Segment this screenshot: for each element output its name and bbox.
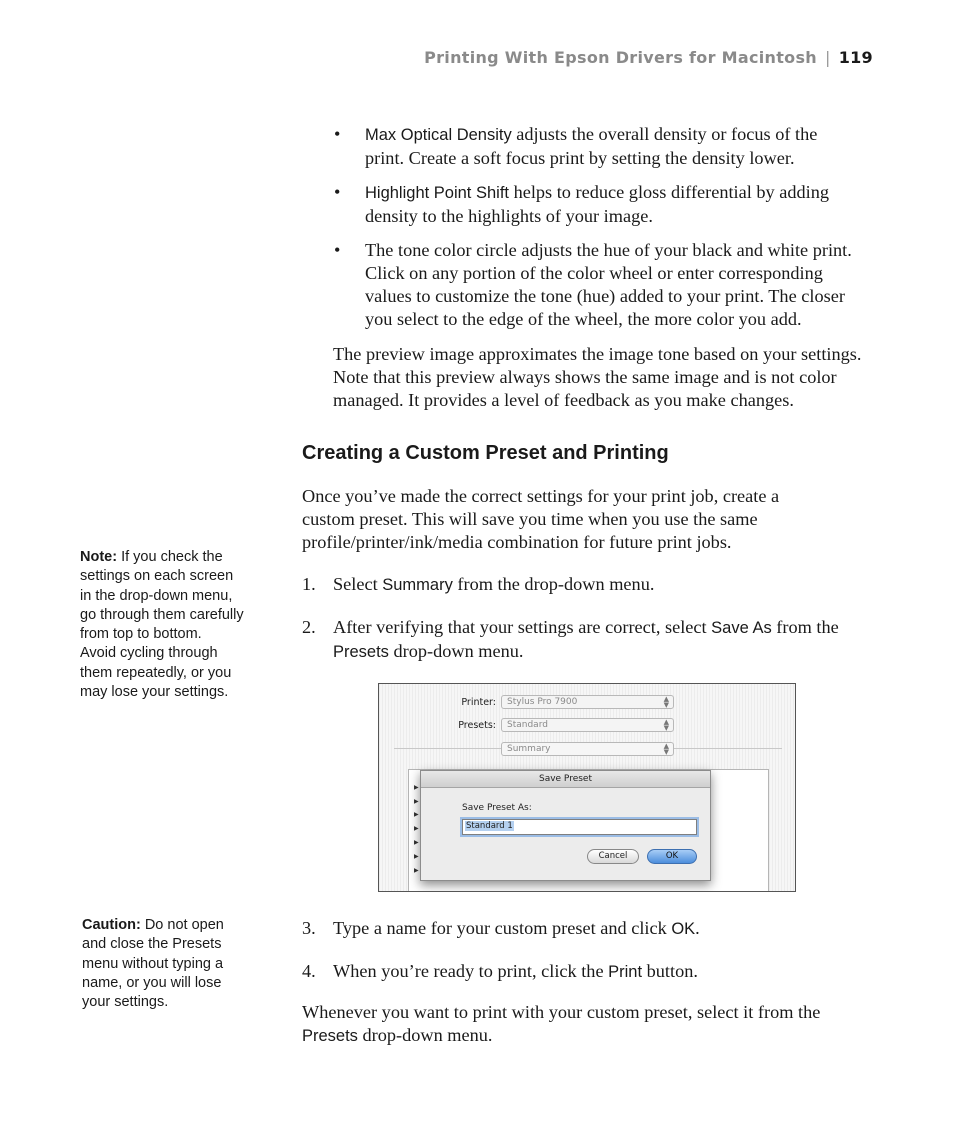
step-number: 4. <box>302 961 316 981</box>
bullet-tone-color-circle: The tone color circle adjusts the hue of your black and white print. Click on any portion of the color wheel or enter corresponding values to customize the tone (hue) added to your print. The closer you select to the edge of the wheel, the more color you add. <box>365 240 852 329</box>
caution-sidebar: Caution: Do not open and close the Presets menu without typing a name, or you will lose your settings. <box>82 917 224 1011</box>
ok-button[interactable]: OK <box>647 849 697 864</box>
caution-label: Caution: <box>82 917 141 933</box>
section-heading: Creating a Custom Preset and Printing <box>302 442 669 464</box>
header-title: Printing With Epson Drivers for Macintosh <box>424 48 817 67</box>
preset-name-input[interactable]: Standard 1 <box>462 819 697 835</box>
intro-paragraph: Once you’ve made the correct settings for your print job, create a custom preset. This will save you time when you use the same profile/printer/ink/media combination for future print jobs. <box>302 486 780 552</box>
printer-label: Printer: <box>461 697 496 708</box>
note-sidebar: Note: If you check the settings on each screen in the drop-down menu, go through them carefully from top to bottom. Avoid cycling through them repeatedly, or you may lose your settings. <box>80 549 244 701</box>
disclosure-triangle-icon: ▶ <box>414 825 419 832</box>
step-3: Type a name for your custom preset and click OK. <box>333 918 700 938</box>
step-4: When you’re ready to print, click the Print button. <box>333 961 698 981</box>
disclosure-triangle-icon: ▶ <box>414 798 419 805</box>
bullet-marker: • <box>334 240 341 260</box>
bullet-term: Max Optical Density <box>365 126 512 144</box>
step-number: 2. <box>302 617 316 637</box>
printer-popup[interactable]: Stylus Pro 7900 ▲ ▼ <box>501 695 674 709</box>
disclosure-triangle-icon: ▶ <box>414 839 419 846</box>
print-dialog-screenshot <box>378 683 796 892</box>
disclosure-triangle-icon: ▶ <box>414 853 419 860</box>
header-separator: | <box>824 48 831 67</box>
popup-arrows-icon: ▲ ▼ <box>663 718 669 732</box>
save-preset-dialog <box>420 770 711 881</box>
step-number: 3. <box>302 918 316 938</box>
dialog-title: Save Preset <box>421 771 710 788</box>
bullet-highlight-point-shift: Highlight Point Shift helps to reduce gloss differential by adding density to the highlights of your image. <box>365 182 830 226</box>
step-number: 1. <box>302 574 316 594</box>
step-2: After verifying that your settings are correct, select Save As from the Presets drop-down menu. <box>333 617 839 661</box>
popup-arrows-icon: ▲ ▼ <box>663 742 669 756</box>
panel-popup[interactable]: Summary ▲ ▼ <box>501 742 674 756</box>
presets-label: Presets: <box>458 720 496 731</box>
disclosure-triangle-icon: ▶ <box>414 784 419 791</box>
cancel-button[interactable]: Cancel <box>587 849 639 864</box>
closing-paragraph: Whenever you want to print with your custom preset, select it from the Presets drop-down menu. <box>302 1002 821 1045</box>
disclosure-triangle-icon: ▶ <box>414 811 419 818</box>
bullet-term: Highlight Point Shift <box>365 184 509 202</box>
page-number: 119 <box>838 48 873 67</box>
preview-paragraph: The preview image approximates the image tone based on your settings. Note that this preview always shows the same image and is not color managed. It provides a level of feedback as you make changes. <box>333 344 862 410</box>
note-label: Note: <box>80 549 118 565</box>
popup-arrows-icon: ▲ ▼ <box>663 695 669 709</box>
bullet-marker: • <box>334 182 341 202</box>
presets-popup[interactable]: Standard ▲ ▼ <box>501 718 674 732</box>
step-1: Select Summary from the drop-down menu. <box>333 574 655 594</box>
bullet-marker: • <box>334 124 341 144</box>
bullet-max-optical-density: Max Optical Density adjusts the overall density or focus of the print. Create a soft focus print by setting the density lower. <box>365 124 818 168</box>
running-header <box>424 48 873 67</box>
disclosure-triangle-icon: ▶ <box>414 867 419 874</box>
dialog-prompt: Save Preset As: <box>462 803 532 813</box>
